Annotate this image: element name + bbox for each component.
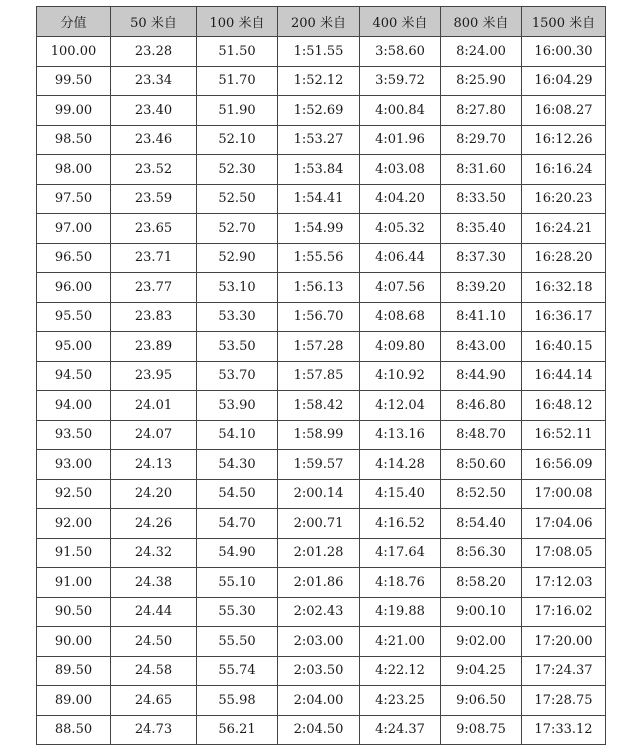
cell-400m-free: 4:19.88 bbox=[360, 597, 441, 627]
cell-200m-free: 1:57.28 bbox=[278, 332, 360, 362]
cell-1500m-free: 16:28.20 bbox=[522, 243, 606, 273]
cell-score: 95.00 bbox=[37, 332, 111, 362]
cell-1500m-free: 17:08.05 bbox=[522, 538, 606, 568]
table-row bbox=[37, 214, 606, 244]
table-row bbox=[37, 184, 606, 214]
cell-100m-free: 52.90 bbox=[197, 243, 278, 273]
cell-score: 90.00 bbox=[37, 627, 111, 657]
cell-score: 92.00 bbox=[37, 509, 111, 539]
cell-200m-free: 1:53.84 bbox=[278, 155, 360, 185]
cell-800m-free: 8:56.30 bbox=[441, 538, 522, 568]
cell-100m-free: 51.70 bbox=[197, 66, 278, 96]
cell-score: 93.00 bbox=[37, 450, 111, 480]
cell-50m-free: 24.73 bbox=[111, 715, 197, 745]
cell-200m-free: 2:04.00 bbox=[278, 686, 360, 716]
cell-200m-free: 2:00.71 bbox=[278, 509, 360, 539]
cell-200m-free: 1:56.70 bbox=[278, 302, 360, 332]
cell-800m-free: 9:06.50 bbox=[441, 686, 522, 716]
cell-score: 95.50 bbox=[37, 302, 111, 332]
cell-800m-free: 9:00.10 bbox=[441, 597, 522, 627]
cell-score: 94.00 bbox=[37, 391, 111, 421]
cell-100m-free: 56.21 bbox=[197, 715, 278, 745]
cell-score: 89.00 bbox=[37, 686, 111, 716]
cell-score: 91.50 bbox=[37, 538, 111, 568]
header-800m-free: 800 米自 bbox=[441, 7, 522, 37]
cell-50m-free: 23.59 bbox=[111, 184, 197, 214]
cell-100m-free: 54.50 bbox=[197, 479, 278, 509]
cell-400m-free: 4:04.20 bbox=[360, 184, 441, 214]
cell-200m-free: 1:53.27 bbox=[278, 125, 360, 155]
table-row bbox=[37, 686, 606, 716]
cell-400m-free: 4:10.92 bbox=[360, 361, 441, 391]
cell-100m-free: 52.50 bbox=[197, 184, 278, 214]
cell-400m-free: 4:14.28 bbox=[360, 450, 441, 480]
table-row bbox=[37, 273, 606, 303]
cell-50m-free: 23.40 bbox=[111, 96, 197, 126]
cell-100m-free: 55.30 bbox=[197, 597, 278, 627]
cell-800m-free: 8:44.90 bbox=[441, 361, 522, 391]
cell-score: 97.00 bbox=[37, 214, 111, 244]
cell-1500m-free: 16:24.21 bbox=[522, 214, 606, 244]
cell-50m-free: 24.32 bbox=[111, 538, 197, 568]
cell-1500m-free: 16:40.15 bbox=[522, 332, 606, 362]
cell-800m-free: 8:27.80 bbox=[441, 96, 522, 126]
score-table bbox=[36, 6, 606, 745]
cell-50m-free: 23.52 bbox=[111, 155, 197, 185]
table-row bbox=[37, 597, 606, 627]
header-100m-free: 100 米自 bbox=[197, 7, 278, 37]
cell-1500m-free: 16:32.18 bbox=[522, 273, 606, 303]
cell-50m-free: 23.34 bbox=[111, 66, 197, 96]
table-row bbox=[37, 568, 606, 598]
cell-200m-free: 1:54.99 bbox=[278, 214, 360, 244]
cell-100m-free: 55.74 bbox=[197, 656, 278, 686]
cell-200m-free: 1:59.57 bbox=[278, 450, 360, 480]
cell-400m-free: 4:00.84 bbox=[360, 96, 441, 126]
cell-100m-free: 54.10 bbox=[197, 420, 278, 450]
cell-400m-free: 3:59.72 bbox=[360, 66, 441, 96]
cell-200m-free: 1:52.12 bbox=[278, 66, 360, 96]
cell-800m-free: 9:02.00 bbox=[441, 627, 522, 657]
cell-200m-free: 1:57.85 bbox=[278, 361, 360, 391]
cell-800m-free: 8:58.20 bbox=[441, 568, 522, 598]
cell-50m-free: 23.46 bbox=[111, 125, 197, 155]
header-50m-free: 50 米自 bbox=[111, 7, 197, 37]
cell-400m-free: 4:03.08 bbox=[360, 155, 441, 185]
cell-score: 97.50 bbox=[37, 184, 111, 214]
cell-50m-free: 24.07 bbox=[111, 420, 197, 450]
cell-score: 98.50 bbox=[37, 125, 111, 155]
header-1500m-free: 1500 米自 bbox=[522, 7, 606, 37]
cell-50m-free: 23.71 bbox=[111, 243, 197, 273]
cell-400m-free: 4:15.40 bbox=[360, 479, 441, 509]
cell-200m-free: 2:03.00 bbox=[278, 627, 360, 657]
cell-50m-free: 23.89 bbox=[111, 332, 197, 362]
cell-1500m-free: 17:00.08 bbox=[522, 479, 606, 509]
cell-score: 91.00 bbox=[37, 568, 111, 598]
cell-50m-free: 24.20 bbox=[111, 479, 197, 509]
cell-400m-free: 4:13.16 bbox=[360, 420, 441, 450]
cell-800m-free: 8:54.40 bbox=[441, 509, 522, 539]
table-row bbox=[37, 37, 606, 67]
cell-50m-free: 24.58 bbox=[111, 656, 197, 686]
table-row bbox=[37, 332, 606, 362]
cell-400m-free: 4:05.32 bbox=[360, 214, 441, 244]
cell-400m-free: 4:08.68 bbox=[360, 302, 441, 332]
cell-100m-free: 53.90 bbox=[197, 391, 278, 421]
cell-100m-free: 54.30 bbox=[197, 450, 278, 480]
cell-400m-free: 4:16.52 bbox=[360, 509, 441, 539]
cell-score: 89.50 bbox=[37, 656, 111, 686]
cell-800m-free: 8:24.00 bbox=[441, 37, 522, 67]
cell-100m-free: 53.70 bbox=[197, 361, 278, 391]
cell-100m-free: 53.30 bbox=[197, 302, 278, 332]
cell-100m-free: 52.70 bbox=[197, 214, 278, 244]
cell-800m-free: 9:08.75 bbox=[441, 715, 522, 745]
table-row bbox=[37, 155, 606, 185]
cell-100m-free: 51.90 bbox=[197, 96, 278, 126]
cell-200m-free: 1:55.56 bbox=[278, 243, 360, 273]
table-row bbox=[37, 125, 606, 155]
cell-400m-free: 4:07.56 bbox=[360, 273, 441, 303]
cell-1500m-free: 17:33.12 bbox=[522, 715, 606, 745]
cell-100m-free: 55.10 bbox=[197, 568, 278, 598]
cell-score: 96.00 bbox=[37, 273, 111, 303]
cell-200m-free: 2:03.50 bbox=[278, 656, 360, 686]
cell-50m-free: 24.65 bbox=[111, 686, 197, 716]
cell-score: 96.50 bbox=[37, 243, 111, 273]
cell-score: 98.00 bbox=[37, 155, 111, 185]
cell-score: 92.50 bbox=[37, 479, 111, 509]
cell-200m-free: 1:51.55 bbox=[278, 37, 360, 67]
cell-100m-free: 53.50 bbox=[197, 332, 278, 362]
cell-800m-free: 8:52.50 bbox=[441, 479, 522, 509]
table-row bbox=[37, 361, 606, 391]
cell-100m-free: 54.70 bbox=[197, 509, 278, 539]
table-row bbox=[37, 538, 606, 568]
cell-800m-free: 8:46.80 bbox=[441, 391, 522, 421]
cell-1500m-free: 16:44.14 bbox=[522, 361, 606, 391]
table-row bbox=[37, 243, 606, 273]
cell-800m-free: 8:39.20 bbox=[441, 273, 522, 303]
cell-1500m-free: 16:20.23 bbox=[522, 184, 606, 214]
header-200m-free: 200 米自 bbox=[278, 7, 360, 37]
table-header bbox=[37, 7, 606, 37]
cell-400m-free: 4:12.04 bbox=[360, 391, 441, 421]
cell-1500m-free: 16:00.30 bbox=[522, 37, 606, 67]
cell-800m-free: 8:35.40 bbox=[441, 214, 522, 244]
cell-50m-free: 24.01 bbox=[111, 391, 197, 421]
cell-50m-free: 23.95 bbox=[111, 361, 197, 391]
cell-200m-free: 2:01.28 bbox=[278, 538, 360, 568]
cell-score: 94.50 bbox=[37, 361, 111, 391]
cell-200m-free: 1:56.13 bbox=[278, 273, 360, 303]
cell-200m-free: 2:04.50 bbox=[278, 715, 360, 745]
cell-100m-free: 53.10 bbox=[197, 273, 278, 303]
cell-400m-free: 4:21.00 bbox=[360, 627, 441, 657]
table-body bbox=[37, 37, 606, 745]
table-row bbox=[37, 96, 606, 126]
cell-1500m-free: 16:36.17 bbox=[522, 302, 606, 332]
cell-score: 99.50 bbox=[37, 66, 111, 96]
table-row bbox=[37, 479, 606, 509]
cell-50m-free: 23.83 bbox=[111, 302, 197, 332]
cell-800m-free: 8:25.90 bbox=[441, 66, 522, 96]
cell-50m-free: 24.26 bbox=[111, 509, 197, 539]
cell-1500m-free: 17:12.03 bbox=[522, 568, 606, 598]
header-400m-free: 400 米自 bbox=[360, 7, 441, 37]
cell-1500m-free: 16:12.26 bbox=[522, 125, 606, 155]
cell-400m-free: 4:17.64 bbox=[360, 538, 441, 568]
cell-400m-free: 3:58.60 bbox=[360, 37, 441, 67]
cell-50m-free: 24.50 bbox=[111, 627, 197, 657]
cell-800m-free: 8:33.50 bbox=[441, 184, 522, 214]
table-row bbox=[37, 450, 606, 480]
cell-400m-free: 4:18.76 bbox=[360, 568, 441, 598]
cell-50m-free: 24.13 bbox=[111, 450, 197, 480]
cell-200m-free: 2:00.14 bbox=[278, 479, 360, 509]
cell-100m-free: 55.98 bbox=[197, 686, 278, 716]
cell-1500m-free: 16:16.24 bbox=[522, 155, 606, 185]
table-row bbox=[37, 391, 606, 421]
cell-400m-free: 4:24.37 bbox=[360, 715, 441, 745]
cell-100m-free: 55.50 bbox=[197, 627, 278, 657]
cell-400m-free: 4:09.80 bbox=[360, 332, 441, 362]
cell-800m-free: 8:37.30 bbox=[441, 243, 522, 273]
cell-100m-free: 52.10 bbox=[197, 125, 278, 155]
cell-400m-free: 4:23.25 bbox=[360, 686, 441, 716]
cell-1500m-free: 16:52.11 bbox=[522, 420, 606, 450]
cell-50m-free: 24.38 bbox=[111, 568, 197, 598]
cell-1500m-free: 16:48.12 bbox=[522, 391, 606, 421]
cell-score: 99.00 bbox=[37, 96, 111, 126]
cell-800m-free: 8:41.10 bbox=[441, 302, 522, 332]
cell-score: 100.00 bbox=[37, 37, 111, 67]
header-row bbox=[37, 7, 606, 37]
cell-200m-free: 2:01.86 bbox=[278, 568, 360, 598]
cell-800m-free: 8:31.60 bbox=[441, 155, 522, 185]
cell-400m-free: 4:06.44 bbox=[360, 243, 441, 273]
cell-100m-free: 52.30 bbox=[197, 155, 278, 185]
cell-50m-free: 23.65 bbox=[111, 214, 197, 244]
cell-800m-free: 8:29.70 bbox=[441, 125, 522, 155]
cell-1500m-free: 16:08.27 bbox=[522, 96, 606, 126]
cell-1500m-free: 17:28.75 bbox=[522, 686, 606, 716]
cell-200m-free: 2:02.43 bbox=[278, 597, 360, 627]
cell-score: 90.50 bbox=[37, 597, 111, 627]
table-row bbox=[37, 420, 606, 450]
cell-100m-free: 54.90 bbox=[197, 538, 278, 568]
cell-400m-free: 4:01.96 bbox=[360, 125, 441, 155]
score-table-container bbox=[36, 6, 605, 745]
cell-800m-free: 8:50.60 bbox=[441, 450, 522, 480]
cell-200m-free: 1:58.99 bbox=[278, 420, 360, 450]
cell-800m-free: 8:48.70 bbox=[441, 420, 522, 450]
cell-50m-free: 23.28 bbox=[111, 37, 197, 67]
cell-400m-free: 4:22.12 bbox=[360, 656, 441, 686]
cell-50m-free: 24.44 bbox=[111, 597, 197, 627]
cell-1500m-free: 17:20.00 bbox=[522, 627, 606, 657]
cell-1500m-free: 16:56.09 bbox=[522, 450, 606, 480]
cell-1500m-free: 17:16.02 bbox=[522, 597, 606, 627]
cell-100m-free: 51.50 bbox=[197, 37, 278, 67]
table-row bbox=[37, 715, 606, 745]
table-row bbox=[37, 656, 606, 686]
cell-200m-free: 1:52.69 bbox=[278, 96, 360, 126]
cell-1500m-free: 17:24.37 bbox=[522, 656, 606, 686]
cell-200m-free: 1:58.42 bbox=[278, 391, 360, 421]
cell-score: 88.50 bbox=[37, 715, 111, 745]
cell-1500m-free: 17:04.06 bbox=[522, 509, 606, 539]
cell-800m-free: 9:04.25 bbox=[441, 656, 522, 686]
cell-50m-free: 23.77 bbox=[111, 273, 197, 303]
table-row bbox=[37, 66, 606, 96]
cell-200m-free: 1:54.41 bbox=[278, 184, 360, 214]
table-row bbox=[37, 509, 606, 539]
table-row bbox=[37, 302, 606, 332]
cell-1500m-free: 16:04.29 bbox=[522, 66, 606, 96]
cell-score: 93.50 bbox=[37, 420, 111, 450]
table-row bbox=[37, 627, 606, 657]
cell-800m-free: 8:43.00 bbox=[441, 332, 522, 362]
header-score: 分值 bbox=[37, 7, 111, 37]
